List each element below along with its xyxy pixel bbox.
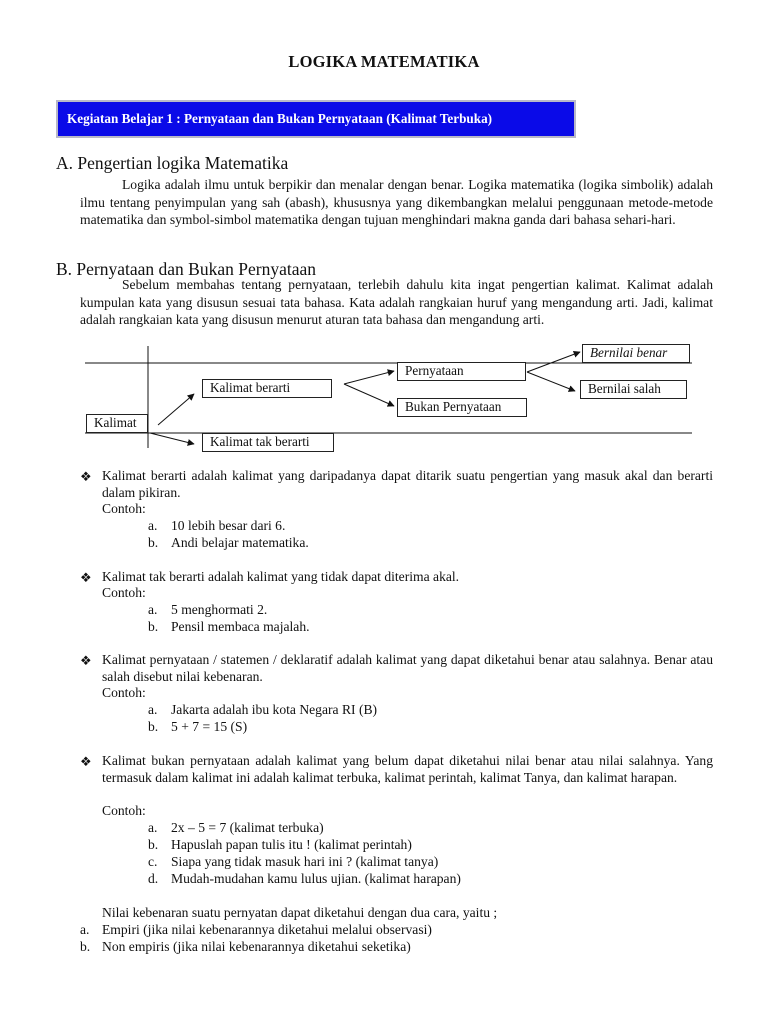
- section-a-paragraph: [80, 176, 713, 229]
- arrow-pernyataan-to-benar: [527, 352, 580, 372]
- diamond-bullet-icon: ❖: [80, 754, 92, 769]
- bullet-4-example-a: 2x – 5 = 7 (kalimat terbuka): [171, 820, 324, 835]
- lesson-banner: [56, 100, 576, 138]
- diamond-bullet-icon: ❖: [80, 469, 92, 484]
- box-kalimat: Kalimat: [86, 414, 148, 433]
- closing-item-b: Non empiris (jika nilai kebenarannya diketahui seketika): [102, 939, 411, 954]
- bullet-4-example-b: Hapuslah papan tulis itu ! (kalimat perintah): [171, 837, 412, 852]
- section-b-paragraph-text: Sebelum membahas tentang pernyataan, terlebih dahulu kita ingat pengertian kalimat. Kalimat adalah kumpulan kata yang disusun sesuai tata bahasa. Kata adalah rangkaian huruf yang mengandung arti. Jadi, kalimat adalah rangkaian kata yang disusun menurut aturan tata bahasa dan mengandung arti.: [80, 277, 713, 328]
- arrow-kalimat-to-tak-berarti: [150, 433, 194, 444]
- bullet-2-example-b: Pensil membaca majalah.: [171, 619, 310, 634]
- bullet-3-text: Kalimat pernyataan / statemen / deklaratif adalah kalimat yang dapat diketahui benar atau salahnya. Benar atau salah disebut nilai kebenaran.: [102, 652, 713, 684]
- bullet-4-text: Kalimat bukan pernyataan adalah kalimat yang belum dapat diketahui nilai benar atau nilai salahnya. Yang termasuk dalam kalimat ini adalah kalimat terbuka, kalimat perintah, kalimat Tanya, dan kalimat harapan.: [102, 753, 713, 785]
- diamond-bullet-icon: ❖: [80, 653, 92, 668]
- bullet-1-example-b: Andi belajar matematika.: [171, 535, 309, 550]
- box-bernilai-benar: Bernilai benar: [582, 344, 690, 363]
- section-a-heading: A. Pengertian logika Matematika: [56, 153, 289, 173]
- bullet-2-contoh: Contoh:: [102, 585, 146, 600]
- bullet-1-example-b-label: b.: [148, 535, 159, 550]
- section-b-heading: B. Pernyataan dan Bukan Pernyataan: [56, 259, 316, 279]
- bullet-3-example-b: 5 + 7 = 15 (S): [171, 719, 248, 734]
- lesson-banner-text: Kegiatan Belajar 1 : Pernyataan dan Bukan Pernyataan (Kalimat Terbuka): [67, 111, 493, 126]
- section-a-paragraph-text: Logika adalah ilmu untuk berpikir dan menalar dengan benar. Logika matematika (logika simbolik) adalah ilmu tentang penyimpulan yang sah (abash), khususnya yang dikembangkan melalui penggunaan metode-metode matematika dan symbol-simbol matematika dengan tujuan menghindari makna ganda dari bahasa sehari-hari.: [80, 177, 713, 228]
- box-pernyataan: Pernyataan: [397, 362, 526, 381]
- arrow-pernyataan-to-salah: [527, 372, 575, 391]
- bullet-4-example-d: Mudah-mudahan kamu lulus ujian. (kalimat harapan): [171, 871, 461, 886]
- bullet-4-example-b-label: b.: [148, 837, 159, 852]
- box-bernilai-salah: Bernilai salah: [580, 380, 687, 399]
- bullet-2-example-a-label: a.: [148, 602, 158, 617]
- bullet-1-example-a-label: a.: [148, 518, 158, 533]
- closing-item-b-label: b.: [80, 939, 91, 954]
- page-title: LOGIKA MATEMATIKA: [288, 52, 480, 71]
- bullet-2-example-a: 5 menghormati 2.: [171, 602, 268, 617]
- bullet-3-example-a: Jakarta adalah ibu kota Negara RI (B): [171, 702, 378, 717]
- bullet-1-example-a: 10 lebih besar dari 6.: [171, 518, 286, 533]
- bullet-4-example-a-label: a.: [148, 820, 158, 835]
- bullet-1-contoh: Contoh:: [102, 501, 146, 516]
- box-kalimat-berarti: Kalimat berarti: [202, 379, 332, 398]
- box-kalimat-tak-berarti: Kalimat tak berarti: [202, 433, 334, 452]
- bullet-2-text: Kalimat tak berarti adalah kalimat yang tidak dapat diterima akal.: [102, 569, 460, 584]
- bullet-3-contoh: Contoh:: [102, 685, 146, 700]
- bullet-2-example-b-label: b.: [148, 619, 159, 634]
- arrow-berarti-to-bukan-pernyataan: [344, 384, 394, 406]
- section-b-paragraph: [80, 276, 713, 329]
- bullet-3-example-a-label: a.: [148, 702, 158, 717]
- arrow-berarti-to-pernyataan: [344, 371, 394, 384]
- box-bukan-pernyataan: Bukan Pernyataan: [397, 398, 527, 417]
- diamond-bullet-icon: ❖: [80, 570, 92, 585]
- closing-item-a: Empiri (jika nilai kebenarannya diketahui melalui observasi): [102, 922, 432, 937]
- bullet-3-example-b-label: b.: [148, 719, 159, 734]
- bullet-1-text: Kalimat berarti adalah kalimat yang daripadanya dapat ditarik suatu pengertian yang masuk akal dan berarti dalam pikiran.: [102, 468, 713, 500]
- closing-item-a-label: a.: [80, 922, 90, 937]
- closing-intro: Nilai kebenaran suatu pernyatan dapat diketahui dengan dua cara, yaitu ;: [102, 905, 498, 920]
- bullet-4-contoh: Contoh:: [102, 803, 146, 818]
- bullet-4-example-d-label: d.: [148, 871, 159, 886]
- arrow-kalimat-to-berarti: [158, 394, 194, 425]
- bullet-4-example-c: Siapa yang tidak masuk hari ini ? (kalimat tanya): [171, 854, 439, 869]
- bullet-4-example-c-label: c.: [148, 854, 158, 869]
